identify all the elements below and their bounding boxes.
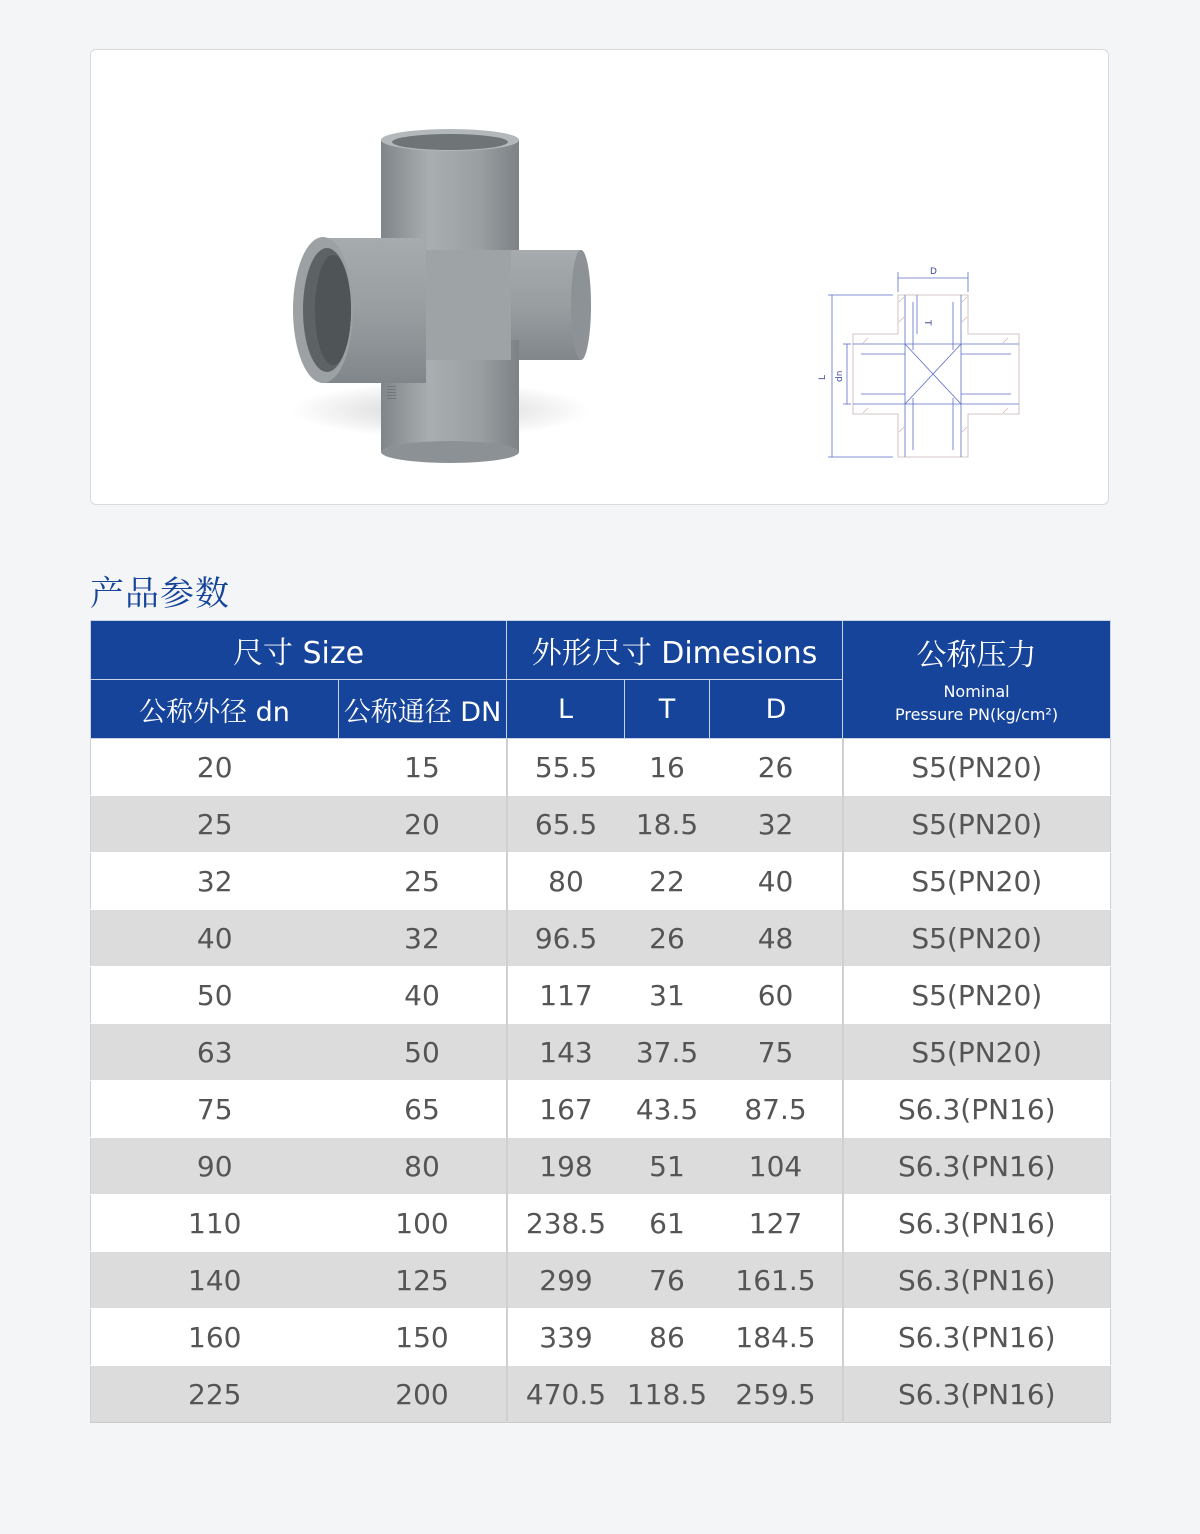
cell-pn: S6.3(PN16) [843, 1252, 1111, 1309]
cell-T: 86 [625, 1309, 710, 1366]
cell-T: 37.5 [625, 1024, 710, 1081]
cell-pn: S5(PN20) [843, 1024, 1111, 1081]
cell-DN: 32 [339, 910, 507, 967]
cell-T: 22 [625, 853, 710, 910]
label-l: L [818, 374, 828, 380]
cell-D: 259.5 [710, 1366, 843, 1423]
cell-pn: S5(PN20) [843, 853, 1111, 910]
table-row [91, 1195, 1111, 1252]
header-size: 尺寸 Size [91, 621, 507, 680]
header-L: L [507, 680, 625, 739]
technical-drawing [813, 262, 1033, 462]
table-row [91, 1138, 1111, 1195]
cell-L: 470.5 [507, 1366, 625, 1423]
header-T: T [625, 680, 710, 739]
cell-dn: 40 [91, 910, 339, 967]
header-pressure [843, 621, 1111, 739]
cell-T: 18.5 [625, 796, 710, 853]
cell-dn: 63 [91, 1024, 339, 1081]
table-row [91, 1081, 1111, 1138]
pressure-sub-label-2: Pressure PN(kg/cm²) [894, 705, 1059, 724]
cell-DN: 100 [339, 1195, 507, 1252]
cell-T: 118.5 [625, 1366, 710, 1423]
cell-D: 60 [710, 967, 843, 1024]
cell-L: 55.5 [507, 739, 625, 796]
cell-D: 104 [710, 1138, 843, 1195]
cell-DN: 20 [339, 796, 507, 853]
cell-DN: 50 [339, 1024, 507, 1081]
cell-L: 167 [507, 1081, 625, 1138]
product-image-card [90, 49, 1109, 505]
cell-DN: 65 [339, 1081, 507, 1138]
cell-pn: S5(PN20) [843, 967, 1111, 1024]
cell-dn: 160 [91, 1309, 339, 1366]
cell-dn: 110 [91, 1195, 339, 1252]
cell-pn: S5(PN20) [843, 796, 1111, 853]
cell-pn: S6.3(PN16) [843, 1195, 1111, 1252]
cell-L: 117 [507, 967, 625, 1024]
spec-table-body [91, 739, 1111, 1423]
label-dn: dn [835, 370, 845, 382]
table-row [91, 910, 1111, 967]
cell-pn: S5(PN20) [843, 739, 1111, 796]
cell-T: 16 [625, 739, 710, 796]
table-row [91, 1024, 1111, 1081]
cell-D: 40 [710, 853, 843, 910]
cell-D: 127 [710, 1195, 843, 1252]
cell-DN: 125 [339, 1252, 507, 1309]
pressure-main-label: 公称压力 [916, 638, 1037, 673]
cell-pn: S6.3(PN16) [843, 1081, 1111, 1138]
cell-dn: 75 [91, 1081, 339, 1138]
cell-L: 96.5 [507, 910, 625, 967]
cell-D: 32 [710, 796, 843, 853]
cell-L: 238.5 [507, 1195, 625, 1252]
cell-pn: S6.3(PN16) [843, 1309, 1111, 1366]
cell-DN: 80 [339, 1138, 507, 1195]
cell-L: 299 [507, 1252, 625, 1309]
cell-DN: 25 [339, 853, 507, 910]
cell-L: 80 [507, 853, 625, 910]
table-row [91, 1309, 1111, 1366]
label-t: T [922, 320, 932, 326]
pressure-sub-label-1: Nominal [943, 682, 1010, 701]
cell-D: 26 [710, 739, 843, 796]
cell-D: 161.5 [710, 1252, 843, 1309]
cell-dn: 50 [91, 967, 339, 1024]
section-title: 产品参数 [90, 574, 230, 614]
pipe-cross-fitting-photo [281, 110, 621, 490]
cell-T: 51 [625, 1138, 710, 1195]
cell-D: 48 [710, 910, 843, 967]
cell-pn: S5(PN20) [843, 910, 1111, 967]
cell-L: 65.5 [507, 796, 625, 853]
cell-D: 184.5 [710, 1309, 843, 1366]
table-row [91, 853, 1111, 910]
cell-DN: 15 [339, 739, 507, 796]
cell-T: 61 [625, 1195, 710, 1252]
header-DN: 公称通径 DN [339, 680, 507, 739]
cell-dn: 90 [91, 1138, 339, 1195]
cell-L: 339 [507, 1309, 625, 1366]
cell-pn: S6.3(PN16) [843, 1366, 1111, 1423]
cell-dn: 25 [91, 796, 339, 853]
header-dimensions: 外形尺寸 Dimesions [507, 621, 843, 680]
cell-pn: S6.3(PN16) [843, 1138, 1111, 1195]
spec-table [90, 620, 1111, 1423]
cell-D: 87.5 [710, 1081, 843, 1138]
cell-T: 43.5 [625, 1081, 710, 1138]
cell-T: 26 [625, 910, 710, 967]
cell-DN: 150 [339, 1309, 507, 1366]
cell-L: 143 [507, 1024, 625, 1081]
header-D: D [710, 680, 843, 739]
cell-DN: 200 [339, 1366, 507, 1423]
cell-dn: 32 [91, 853, 339, 910]
header-dn: 公称外径 dn [91, 680, 339, 739]
cell-D: 75 [710, 1024, 843, 1081]
cell-dn: 140 [91, 1252, 339, 1309]
label-d: D [930, 267, 937, 277]
cell-T: 31 [625, 967, 710, 1024]
table-row [91, 739, 1111, 796]
cell-L: 198 [507, 1138, 625, 1195]
svg-text:|||||: ||||| [387, 384, 397, 400]
cell-DN: 40 [339, 967, 507, 1024]
table-row [91, 796, 1111, 853]
table-row [91, 967, 1111, 1024]
table-row [91, 1366, 1111, 1423]
cell-dn: 225 [91, 1366, 339, 1423]
cell-dn: 20 [91, 739, 339, 796]
cell-T: 76 [625, 1252, 710, 1309]
table-row [91, 1252, 1111, 1309]
